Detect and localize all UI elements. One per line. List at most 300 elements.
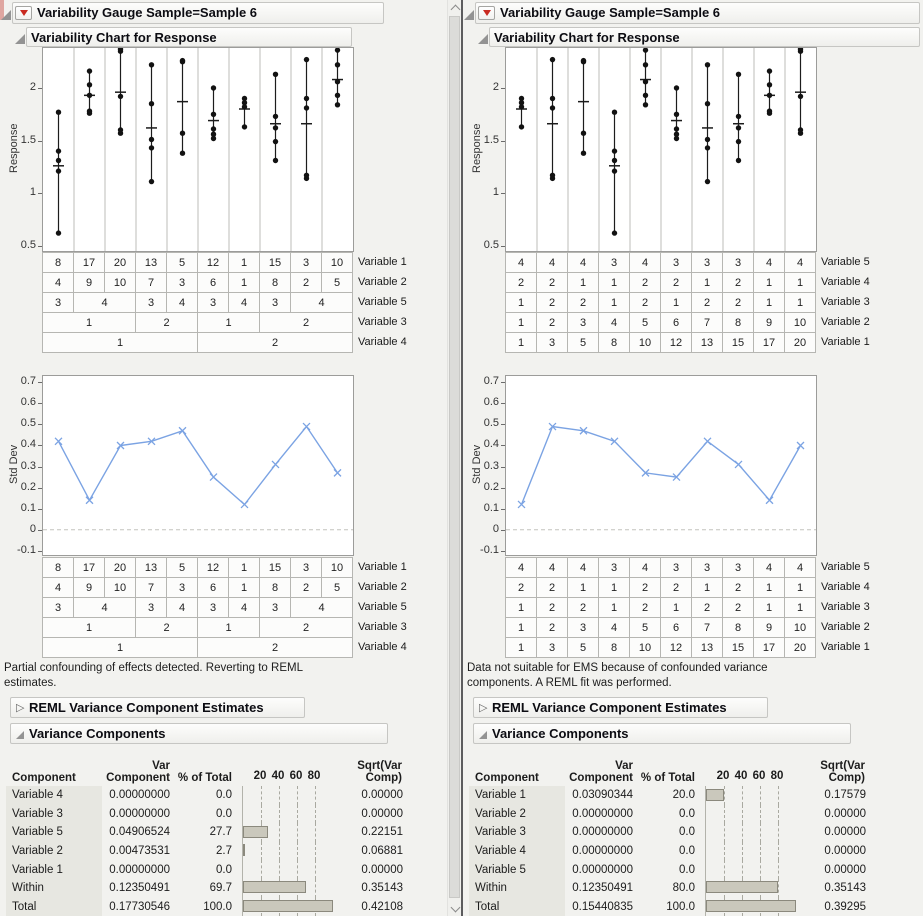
component-name-cell: Variable 1: [6, 860, 102, 879]
data-point-dot[interactable]: [736, 158, 741, 163]
axis-tick-label: 1: [492, 186, 499, 199]
component-name-cell: Within: [469, 879, 565, 898]
stddev-marker-x[interactable]: [303, 423, 310, 430]
data-point-dot[interactable]: [550, 96, 555, 101]
pct-bar: [243, 881, 306, 893]
pct-bar-cell: [705, 898, 796, 916]
category-cell: 2: [198, 333, 353, 353]
category-cell: 4: [785, 253, 816, 273]
category-table: [505, 557, 816, 658]
var-component-value: 0.15440835: [572, 900, 633, 913]
category-cell: 2: [291, 578, 322, 598]
bar-gridline: [778, 860, 779, 879]
bar-gridline: [315, 879, 316, 898]
data-point-dot[interactable]: [550, 105, 555, 110]
pct-bar-cell: [242, 805, 333, 824]
category-cell: 5: [322, 578, 353, 598]
pct-bar-cell: [242, 786, 333, 805]
data-point-dot[interactable]: [87, 111, 92, 116]
data-point-dot[interactable]: [273, 72, 278, 77]
red-triangle-menu-button[interactable]: [15, 6, 32, 20]
data-point-dot[interactable]: [612, 110, 617, 115]
open-disclosure-icon[interactable]: [16, 731, 24, 739]
data-point-dot[interactable]: [180, 151, 185, 156]
data-point-dot[interactable]: [798, 94, 803, 99]
var-component-value: 0.00000000: [109, 789, 170, 802]
data-point-dot[interactable]: [273, 125, 278, 130]
data-point-dot[interactable]: [180, 59, 185, 64]
data-point-dot[interactable]: [118, 131, 123, 136]
stddev-marker-x[interactable]: [210, 474, 217, 481]
category-cell: 3: [537, 333, 568, 353]
stddev-marker-x[interactable]: [241, 501, 248, 508]
pct-of-total-value: 2.7: [216, 845, 232, 858]
data-point-dot[interactable]: [736, 72, 741, 77]
category-cell: 4: [754, 253, 785, 273]
category-cell: 3: [723, 253, 754, 273]
variance-table-row: [6, 898, 403, 916]
bar-gridline: [778, 786, 779, 805]
category-cell: 6: [198, 578, 229, 598]
component-name-cell: Within: [6, 879, 102, 898]
category-cell: 2: [630, 293, 661, 313]
data-point-dot[interactable]: [798, 131, 803, 136]
category-cell: 6: [661, 618, 692, 638]
category-cell: 3: [167, 273, 198, 293]
data-point-dot[interactable]: [612, 158, 617, 163]
data-point-dot[interactable]: [612, 168, 617, 173]
stddev-marker-x[interactable]: [86, 497, 93, 504]
variance-table-row: [6, 860, 403, 879]
data-point-dot[interactable]: [211, 136, 216, 141]
open-disclosure-icon[interactable]: [1, 10, 11, 20]
data-point-dot[interactable]: [674, 136, 679, 141]
stddev-plot[interactable]: [42, 375, 354, 556]
data-point-dot[interactable]: [335, 62, 340, 67]
bar-gridline: [724, 786, 725, 805]
category-row-label: Variable 3: [358, 621, 407, 633]
pct-of-total-value: 0.0: [216, 807, 232, 820]
category-cell: 2: [723, 598, 754, 618]
data-point-dot[interactable]: [581, 131, 586, 136]
data-point-dot[interactable]: [643, 102, 648, 107]
category-cell: 1: [599, 273, 630, 293]
category-cell: 1: [198, 313, 260, 333]
category-cell: 13: [692, 333, 723, 353]
data-point-dot[interactable]: [612, 230, 617, 235]
bar-gridline: [760, 823, 761, 842]
data-point-dot[interactable]: [56, 110, 61, 115]
bar-scale-tick-label: 80: [307, 770, 321, 782]
category-cell: 2: [291, 273, 322, 293]
data-point-dot[interactable]: [56, 168, 61, 173]
data-point-dot[interactable]: [56, 158, 61, 163]
stddev-marker-x[interactable]: [179, 427, 186, 434]
data-point-dot[interactable]: [304, 96, 309, 101]
data-point-dot[interactable]: [674, 85, 679, 90]
stddev-marker-x[interactable]: [272, 461, 279, 468]
category-cell: 2: [506, 578, 537, 598]
response-axis-title: Response: [471, 123, 483, 174]
response-variability-plot[interactable]: [505, 47, 817, 252]
scrollbar-thumb[interactable]: [449, 16, 460, 898]
bar-gridline: [261, 805, 262, 824]
data-point-dot[interactable]: [643, 48, 648, 53]
chevron-up-icon: [450, 5, 460, 15]
pct-of-total-value: 0.0: [679, 807, 695, 820]
data-point-dot[interactable]: [56, 230, 61, 235]
stddev-marker-x[interactable]: [334, 469, 341, 476]
data-point-dot[interactable]: [87, 93, 92, 98]
sqrt-var-comp-value: 0.39295: [824, 900, 866, 913]
data-point-dot[interactable]: [519, 124, 524, 129]
category-cell: 3: [661, 558, 692, 578]
outline-bar-variability-chart[interactable]: [489, 27, 920, 47]
category-cell: 10: [785, 618, 816, 638]
category-row-label: Variable 1: [821, 641, 870, 653]
category-cell: 1: [506, 313, 537, 333]
bar-scale-tick-label: 40: [271, 770, 285, 782]
bar-gridline: [724, 860, 725, 879]
data-point-dot[interactable]: [767, 93, 772, 98]
bar-gridline: [297, 805, 298, 824]
category-cell: 17: [74, 558, 105, 578]
category-cell: 1: [506, 618, 537, 638]
sqrt-var-comp-value: 0.00000: [824, 845, 866, 858]
category-cell: 17: [754, 333, 785, 353]
pct-bar-cell: [242, 823, 333, 842]
category-cell: 1: [754, 578, 785, 598]
pct-bar-cell: [242, 898, 333, 916]
bar-gridline: [279, 823, 280, 842]
data-point-dot[interactable]: [211, 112, 216, 117]
category-cell: 2: [723, 273, 754, 293]
outline-bar-variability-gauge[interactable]: [12, 2, 384, 24]
category-cell: 3: [661, 253, 692, 273]
data-point-dot[interactable]: [304, 105, 309, 110]
data-point-dot[interactable]: [335, 93, 340, 98]
category-cell: 4: [599, 313, 630, 333]
category-cell: 13: [136, 558, 167, 578]
data-point-dot[interactable]: [335, 79, 340, 84]
var-component-value: 0.12350491: [572, 882, 633, 895]
outline-bar-variance-components[interactable]: [473, 723, 851, 744]
stddev-plot-canvas: [43, 376, 353, 555]
data-point-dot[interactable]: [87, 82, 92, 87]
var-component-value: 0.00000000: [109, 863, 170, 876]
data-point-dot[interactable]: [273, 114, 278, 119]
stddev-marker-x[interactable]: [735, 461, 742, 468]
sqrt-var-comp-value: 0.00000: [824, 863, 866, 876]
status-note-line: Partial confounding of effects detected. Reverting to REML: [4, 662, 303, 674]
data-point-dot[interactable]: [550, 176, 555, 181]
bar-gridline: [279, 786, 280, 805]
category-cell: 3: [260, 293, 291, 313]
data-point-dot[interactable]: [581, 59, 586, 64]
bar-gridline: [297, 786, 298, 805]
axis-tick-label: 1: [29, 186, 36, 199]
open-disclosure-icon[interactable]: [464, 10, 474, 20]
data-point-dot[interactable]: [705, 179, 710, 184]
category-cell: 15: [260, 253, 291, 273]
category-cell: 1: [43, 313, 136, 333]
pct-bar: [243, 826, 268, 838]
category-cell: 10: [785, 313, 816, 333]
bar-scale-tick-label: 40: [734, 770, 748, 782]
reml-section-title: REML Variance Component Estimates: [492, 700, 727, 715]
data-point-dot[interactable]: [149, 101, 154, 106]
axis-tick-label: 0.5: [483, 238, 499, 251]
vertical-scrollbar[interactable]: [447, 0, 461, 916]
data-point-dot[interactable]: [612, 148, 617, 153]
category-cell: 2: [537, 618, 568, 638]
category-cell: 4: [599, 618, 630, 638]
pct-bar: [243, 844, 245, 856]
data-point-dot[interactable]: [705, 145, 710, 150]
data-point-dot[interactable]: [674, 126, 679, 131]
data-point-dot[interactable]: [798, 49, 803, 54]
axis-tick-label: 0.1: [20, 501, 36, 514]
outline-bar-variance-components[interactable]: [10, 723, 388, 744]
pct-of-total-value: 0.0: [216, 789, 232, 802]
status-note: [4, 661, 456, 691]
category-cell: 3: [599, 253, 630, 273]
data-point-dot[interactable]: [149, 179, 154, 184]
category-cell: 10: [630, 638, 661, 658]
sqrt-var-comp-value: 0.22151: [361, 826, 403, 839]
category-cell: 2: [630, 578, 661, 598]
pct-of-total-value: 80.0: [672, 882, 695, 895]
bar-scale-tick-label: 20: [253, 770, 267, 782]
stddev-marker-x[interactable]: [797, 442, 804, 449]
category-cell: 3: [568, 313, 599, 333]
data-point-dot[interactable]: [242, 104, 247, 109]
data-point-dot[interactable]: [273, 158, 278, 163]
component-name-cell: Variable 4: [6, 786, 102, 805]
category-cell: 5: [568, 333, 599, 353]
bar-gridline: [279, 842, 280, 861]
stddev-marker-x[interactable]: [704, 438, 711, 445]
status-note-line: components. A REML fit was performed.: [467, 677, 672, 689]
variance-table-row: [6, 823, 403, 842]
data-point-dot[interactable]: [56, 148, 61, 153]
variance-table-header-row: [6, 747, 403, 786]
bar-gridline: [760, 805, 761, 824]
category-cell: 10: [105, 273, 136, 293]
data-point-dot[interactable]: [643, 93, 648, 98]
pct-of-total-value: 69.7: [209, 882, 232, 895]
variance-components-table: [6, 747, 403, 916]
category-cell: 3: [723, 558, 754, 578]
outline-bar-reml-estimates[interactable]: [10, 697, 305, 718]
chevron-down-icon: [450, 903, 460, 913]
category-row-label: Variable 1: [358, 561, 407, 573]
category-row-label: Variable 2: [358, 276, 407, 288]
bar-gridline: [315, 860, 316, 879]
data-point-dot[interactable]: [519, 104, 524, 109]
pct-bar-cell: [705, 823, 796, 842]
bar-gridline: [315, 805, 316, 824]
variance-table-row: [469, 823, 866, 842]
bar-gridline: [261, 786, 262, 805]
data-point-dot[interactable]: [149, 137, 154, 142]
bar-gridline: [742, 823, 743, 842]
data-point-dot[interactable]: [767, 68, 772, 73]
response-variability-plot[interactable]: [42, 47, 354, 252]
scroll-up-button[interactable]: [448, 0, 461, 16]
bar-gridline: [760, 786, 761, 805]
axis-tick-label: 0.5: [20, 238, 36, 251]
category-cell: 1: [229, 558, 260, 578]
bar-gridline: [315, 786, 316, 805]
bar-gridline: [297, 842, 298, 861]
pct-bar-cell: [705, 879, 796, 898]
pct-of-total-value: 20.0: [672, 789, 695, 802]
data-point-dot[interactable]: [335, 102, 340, 107]
category-cell: 3: [692, 558, 723, 578]
category-cell: 2: [506, 273, 537, 293]
axis-tick-label: 1.5: [483, 133, 499, 146]
bar-gridline: [261, 860, 262, 879]
pct-of-total-value: 100.0: [203, 900, 232, 913]
data-point-dot[interactable]: [118, 49, 123, 54]
category-row-label: Variable 2: [358, 581, 407, 593]
category-table: [42, 557, 353, 658]
data-point-dot[interactable]: [767, 82, 772, 87]
data-point-dot[interactable]: [149, 62, 154, 67]
data-point-dot[interactable]: [674, 112, 679, 117]
open-disclosure-icon[interactable]: [479, 731, 487, 739]
category-cell: 2: [630, 273, 661, 293]
variance-table-row: [6, 786, 403, 805]
stddev-plot-canvas: [506, 376, 816, 555]
category-cell: 1: [785, 293, 816, 313]
data-point-dot[interactable]: [118, 94, 123, 99]
category-cell: 17: [74, 253, 105, 273]
category-cell: 8: [723, 618, 754, 638]
pct-of-total-value: 0.0: [216, 863, 232, 876]
data-point-dot[interactable]: [736, 139, 741, 144]
collapsed-disclosure-icon[interactable]: ▷: [16, 702, 25, 714]
open-disclosure-icon[interactable]: [478, 34, 488, 44]
data-point-dot[interactable]: [705, 62, 710, 67]
category-row-label: Variable 5: [821, 256, 870, 268]
open-disclosure-icon[interactable]: [15, 34, 25, 44]
data-point-dot[interactable]: [149, 145, 154, 150]
outline-bar-variability-chart[interactable]: [26, 27, 352, 47]
category-cell: 2: [136, 618, 198, 638]
stddev-marker-x[interactable]: [518, 501, 525, 508]
red-triangle-menu-button[interactable]: [478, 6, 495, 20]
data-point-dot[interactable]: [705, 137, 710, 142]
category-cell: 4: [630, 253, 661, 273]
category-cell: 7: [136, 578, 167, 598]
data-point-dot[interactable]: [736, 114, 741, 119]
data-point-dot[interactable]: [273, 139, 278, 144]
var-component-value: 0.00000000: [572, 826, 633, 839]
stddev-marker-x[interactable]: [611, 438, 618, 445]
category-cell: 1: [506, 638, 537, 658]
bar-gridline: [760, 842, 761, 861]
category-cell: 2: [661, 578, 692, 598]
category-cell: 1: [198, 618, 260, 638]
data-point-dot[interactable]: [211, 126, 216, 131]
category-cell: 15: [260, 558, 291, 578]
category-cell: 3: [291, 253, 322, 273]
bar-gridline: [778, 805, 779, 824]
var-component-value: 0.00000000: [572, 863, 633, 876]
column-header-sqrt-var-comp: Sqrt(Var Comp): [357, 760, 402, 784]
category-cell: 3: [43, 293, 74, 313]
data-point-dot[interactable]: [242, 124, 247, 129]
data-point-dot[interactable]: [304, 176, 309, 181]
data-point-dot[interactable]: [87, 68, 92, 73]
category-row-label: Variable 5: [358, 601, 407, 613]
axis-tick-label: 0: [492, 522, 499, 535]
chart-section-title: Variability Chart for Response: [494, 30, 680, 45]
sqrt-var-comp-value: 0.35143: [361, 882, 403, 895]
category-cell: 3: [198, 293, 229, 313]
category-cell: 3: [537, 638, 568, 658]
bar-gridline: [760, 860, 761, 879]
response-plot-canvas: [506, 48, 816, 251]
category-cell: 4: [506, 253, 537, 273]
category-cell: 12: [661, 638, 692, 658]
category-cell: 12: [661, 333, 692, 353]
data-point-dot[interactable]: [736, 125, 741, 130]
sqrt-var-comp-value: 0.00000: [361, 789, 403, 802]
data-point-dot[interactable]: [335, 48, 340, 53]
variance-components-title: Variance Components: [492, 726, 629, 741]
data-point-dot[interactable]: [705, 101, 710, 106]
category-cell: 15: [723, 333, 754, 353]
sqrt-var-comp-value: 0.17579: [824, 789, 866, 802]
column-header-pct-of-total: % of Total: [177, 772, 232, 784]
axis-tick-label: 2: [492, 80, 499, 93]
bar-scale-tick-label: 20: [716, 770, 730, 782]
data-point-dot[interactable]: [180, 131, 185, 136]
axis-tick-label: 1.5: [20, 133, 36, 146]
stddev-marker-x[interactable]: [55, 438, 62, 445]
data-point-dot[interactable]: [643, 79, 648, 84]
category-cell: 7: [136, 273, 167, 293]
axis-tick-label: 0.6: [20, 396, 36, 409]
stddev-marker-x[interactable]: [766, 497, 773, 504]
data-point-dot[interactable]: [767, 111, 772, 116]
outline-bar-reml-estimates[interactable]: [473, 697, 768, 718]
data-point-dot[interactable]: [643, 62, 648, 67]
category-cell: 5: [630, 618, 661, 638]
bar-gridline: [279, 860, 280, 879]
data-point-dot[interactable]: [304, 57, 309, 62]
collapsed-disclosure-icon[interactable]: ▷: [479, 702, 488, 714]
scroll-down-button[interactable]: [448, 900, 461, 916]
outline-bar-variability-gauge[interactable]: [475, 2, 920, 24]
stddev-plot[interactable]: [505, 375, 817, 556]
data-point-dot[interactable]: [581, 151, 586, 156]
category-cell: 13: [692, 638, 723, 658]
var-component-value: 0.00000000: [109, 807, 170, 820]
category-cell: 1: [661, 598, 692, 618]
axis-tick-label: 0.7: [483, 375, 499, 388]
bar-scale-tick-label: 60: [752, 770, 766, 782]
variance-table-row: [469, 898, 866, 916]
category-cell: 1: [229, 253, 260, 273]
category-cell: 2: [568, 293, 599, 313]
data-point-dot[interactable]: [211, 85, 216, 90]
data-point-dot[interactable]: [550, 57, 555, 62]
bar-gridline: [261, 842, 262, 861]
